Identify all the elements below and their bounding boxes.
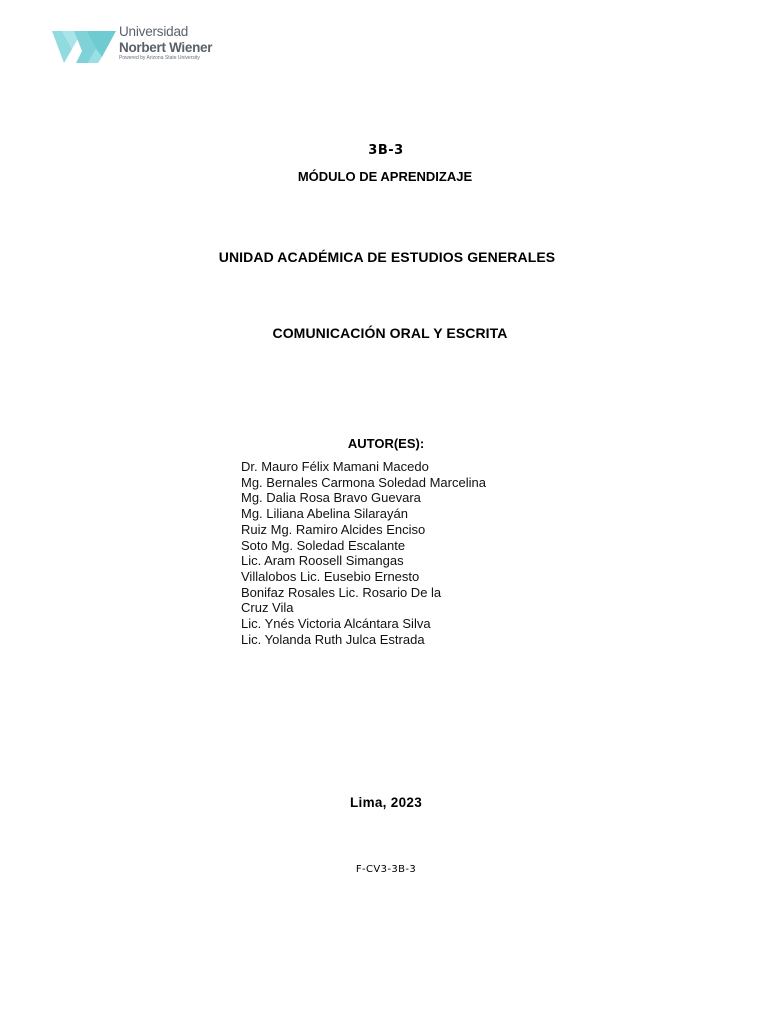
form-code: F-CV3-3B-3 <box>355 864 417 875</box>
author-line: Dr. Mauro Félix Mamani Macedo <box>241 459 429 474</box>
authors-list <box>241 459 486 647</box>
author-line: Cruz Vila <box>241 600 294 616</box>
place-date: Lima, 2023 <box>349 795 423 810</box>
author-line: Soto Mg. Soledad Escalante <box>241 537 406 553</box>
module-title: MÓDULO DE APRENDIZAJE <box>297 169 473 184</box>
author-line: Ruiz Mg. Ramiro Alcides Enciso <box>241 521 426 537</box>
logo-line-powered-by: Powered by Arizona State University <box>119 55 200 61</box>
author-line: Mg. Liliana Abelina Silarayán <box>241 506 408 522</box>
course-title: COMUNICACIÓN ORAL Y ESCRITA <box>272 325 508 341</box>
author-line: Lic. Ynés Victoria Alcántara Silva <box>241 616 431 632</box>
logo-wordmark <box>119 25 212 61</box>
authors-heading: AUTOR(ES): <box>347 436 425 451</box>
university-logo <box>52 24 222 68</box>
logo-line-universidad: Universidad <box>119 24 189 39</box>
author-line: Mg. Bernales Carmona Soledad Marcelina <box>241 474 486 490</box>
logo-line-norbert-wiener: Norbert Wiener <box>119 39 213 55</box>
author-line: Bonifaz Rosales Lic. Rosario De la <box>241 584 442 600</box>
author-line: Lic. Yolanda Ruth Julca Estrada <box>241 631 425 647</box>
author-line: Villalobos Lic. Eusebio Ernesto <box>241 568 420 584</box>
norbert-wiener-logo-mark-icon <box>52 27 116 63</box>
author-line: Mg. Dalia Rosa Bravo Guevara <box>241 490 421 506</box>
document-code: 3B-3 <box>368 143 404 158</box>
author-line: Lic. Aram Roosell Simangas <box>241 553 404 569</box>
academic-unit: UNIDAD ACADÉMICA DE ESTUDIOS GENERALES <box>218 249 556 265</box>
